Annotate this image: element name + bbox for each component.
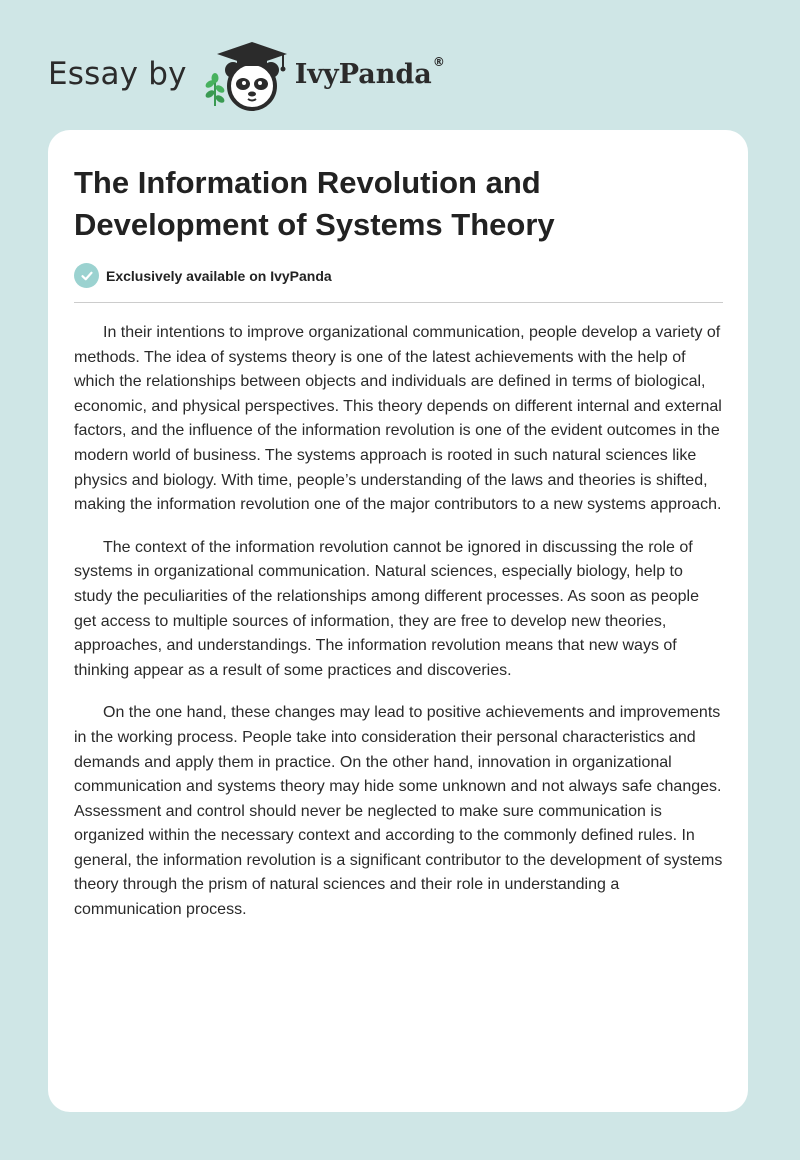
brand-name[interactable]: IvyPanda® xyxy=(294,54,445,90)
site-header xyxy=(48,34,445,114)
essay-title: The Information Revolution and Development of Systems Theory xyxy=(74,165,555,242)
paragraph: In their intentions to improve organizational communication, people develop a variety of methods. The idea of systems theory is one of the latest achievements with the help of which the relationships between objects and individuals are defined in terms of biological, economic, and physical perspectives. This theory depends on different internal and external factors, and the influence of the information revolution is one of the evident outcomes in the modern world of business. The systems approach is rooted in such natural sciences like physics and biology. With time, people’s understanding of the laws and theories is shifted, making the information revolution one of the major contributors to a new systems approach. xyxy=(74,324,722,514)
leaf-icon xyxy=(204,73,226,106)
badge-label: Exclusively available on IvyPanda xyxy=(106,267,332,284)
brand-prefix: Essay by xyxy=(48,56,187,92)
essay-body xyxy=(74,321,724,941)
registered-mark: ® xyxy=(432,54,445,69)
check-icon xyxy=(74,263,99,288)
essay-card xyxy=(48,130,748,1112)
panda-logo-icon[interactable] xyxy=(203,34,299,114)
paragraph: The context of the information revolution cannot be ignored in discussing the role of systems in organizational communication. Natural sciences, especially biology, help to study the peculiarities of the relationships among different processes. As soon as people get access to multiple sources of information, they are free to develop new theories, approaches, and understandings. The information revolution means that new ways of thinking appear as a result of some practices and discoveries. xyxy=(74,538,699,679)
exclusive-badge xyxy=(74,263,332,288)
paragraph: On the one hand, these changes may lead to positive achievements and improvements in the working process. People take into consideration their personal characteristics and demands and apply them in practice. On the other hand, innovation in organizational communication and systems theory may hide some unknown and not always safe changes. Assessment and control should never be neglected to make sure communication is organized within the necessary context and according to the commonly defined rules. In general, the information revolution is a significant contributor to the development of systems theory through the prism of natural sciences and their role in understanding a communication process. xyxy=(74,704,723,919)
divider xyxy=(74,302,723,303)
